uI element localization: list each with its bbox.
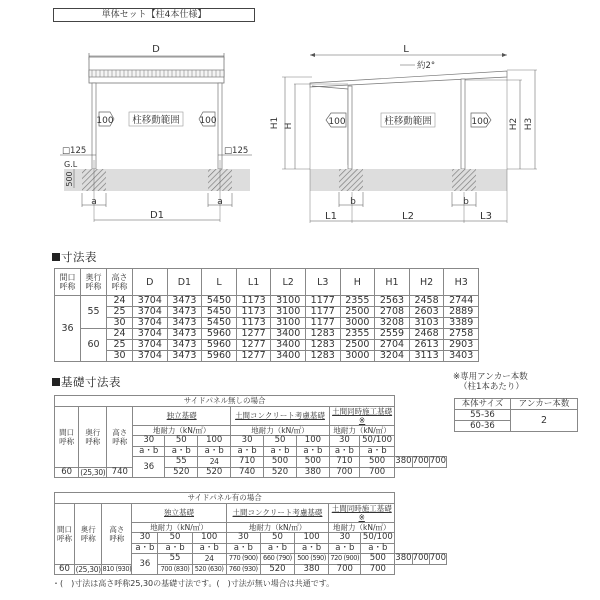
label-h3: H3: [524, 117, 534, 131]
col-h: H: [340, 269, 375, 296]
group-slab: 土間コンクリート考慮基礎: [231, 406, 330, 425]
width-value: 36: [132, 554, 158, 575]
table-row: 30 3704 3473 5960 1277 3400 1283 3000 3204 3113 3403: [55, 351, 479, 362]
col-l2: L2: [271, 269, 306, 296]
width-value: 36: [55, 296, 81, 362]
square-bullet-icon: [52, 378, 60, 386]
col-l1: L1: [236, 269, 271, 296]
label-d: D: [152, 44, 160, 55]
table-row: 60 24 3704 3473 5960 1277 3400 1283 2355 2559 2468 2758: [55, 329, 479, 340]
table-row: 60 (25,30) 810 (930) 700 (830) 520 (630) 760 (930) 520 380 700 700: [55, 564, 447, 575]
label-l: L: [403, 44, 409, 55]
post-size-right: □125: [224, 146, 249, 156]
col-d: D: [133, 269, 168, 296]
table-row: 25 3704 3473 5960 1277 3400 1283 2500 2704 2613 2903: [55, 340, 479, 351]
label-l1: L1: [325, 211, 337, 222]
dimension-table-title: 寸法表: [52, 249, 97, 265]
square-bullet-icon: [52, 253, 60, 261]
col-h2: H2: [409, 269, 444, 296]
col-l3: L3: [305, 269, 340, 296]
panel-caption: サイドパネル無しの場合: [55, 396, 395, 407]
table-row: 36 55 24 770 (900) 660 (790) 500 (590) 720 (900) 500 380 700 700: [55, 554, 447, 565]
col-height-name: 高さ 呼称: [107, 406, 133, 467]
gl-label: G.L: [64, 160, 78, 169]
depth-value: 60: [81, 329, 107, 362]
table-header-row: [55, 269, 479, 296]
anchor-col-count: アンカー本数: [511, 399, 578, 410]
panel-caption: サイドパネル有の場合: [55, 493, 395, 504]
label-a-right: a: [217, 197, 223, 207]
anchor-note: ※専用アンカー本数 （柱1本あたり）: [453, 372, 528, 392]
col-depth-name: 奥行 呼称: [79, 406, 107, 467]
side-view: [270, 44, 537, 223]
footnote: ・( )寸法は高さ呼称25,30の基礎寸法です。( )寸法が無い場合は共通です。: [52, 579, 335, 588]
arrow-right-value: 100: [96, 116, 114, 126]
width-value: 36: [133, 457, 165, 478]
col-d1: D1: [167, 269, 202, 296]
label-b-right: b: [463, 197, 469, 207]
col-l: L: [202, 269, 237, 296]
front-view: [60, 44, 252, 222]
foundation-table-title: 基礎寸法表: [52, 374, 121, 390]
foundation-depth: 500: [65, 171, 74, 187]
foundation-table-without-panel: サイドパネル無しの場合 間口 呼称 奥行 呼称 高さ 呼称 独立基礎 土間コンクリート考慮基礎 土間同時施工基礎※ 地耐力（kN/㎡） 地耐力（kN/㎡） 地耐力（kN/㎡） 30 50 100 30 50 100 30 50/100 a・b a・b a・b a・b a・b a・b a・b a・b 36 55 24 710 500 500 710 500 380 700 700 60 (25,30) 740 520 520 740 520 380 700 700: [54, 395, 447, 478]
anchor-count: 2: [511, 410, 578, 432]
group-independent: 独立基礎: [133, 406, 231, 425]
table-row: 36 55 24 3704 3473 5450 1173 3100 1177 2355 2563 2458 2744: [55, 296, 479, 307]
label-l3: L3: [480, 211, 492, 222]
technical-drawing: [0, 0, 600, 245]
side-post-move-range-label: 柱移動範囲: [384, 116, 432, 127]
label-b-left: b: [350, 197, 356, 207]
col-depth-name: 奥行 呼称: [81, 269, 107, 296]
label-h2: H2: [509, 117, 519, 131]
dimension-table: [54, 268, 479, 362]
anchor-table: 本体サイズ アンカー本数 55-36 2 60-36: [454, 398, 578, 432]
diagram-title: 単体セット【柱4本仕様】: [53, 8, 255, 22]
arrow-left-value: 100: [199, 116, 217, 126]
group-simultaneous: 土間同時施工基礎※: [329, 503, 395, 522]
col-h1: H1: [375, 269, 410, 296]
group-slab: 土間コンクリート考慮基礎: [226, 503, 328, 522]
label-l2: L2: [402, 211, 414, 222]
col-height-name: 高さ 呼称: [107, 269, 133, 296]
col-h3: H3: [444, 269, 479, 296]
label-a-left: a: [91, 197, 97, 207]
depth-value: 55: [81, 296, 107, 329]
col-height-name: 高さ 呼称: [102, 503, 132, 564]
label-h1: H1: [270, 116, 280, 130]
col-width-name: 間口 呼称: [55, 503, 75, 564]
label-h: H: [284, 122, 294, 130]
post-size-left: □125: [62, 146, 87, 156]
col-depth-name: 奥行 呼称: [74, 503, 102, 564]
side-arrow-left-value: 100: [328, 117, 346, 127]
slope-label: 約2°: [417, 61, 436, 71]
table-row: 25 3704 3473 5450 1173 3100 1177 2500 2708 2603 2889: [55, 307, 479, 318]
foundation-table-with-panel: サイドパネル有の場合 間口 呼称 奥行 呼称 高さ 呼称 独立基礎 土間コンクリート考慮基礎 土間同時施工基礎※ 地耐力（kN/㎡） 地耐力（kN/㎡） 地耐力（kN/㎡） 30 50 100 30 50 100 30 50/100 a・b a・b a・b a・b a・b a・b a・b a・b 36 55 24 770 (900) 660 (790) 500 (590) 720 (900) 500 380 700 700 60 (25,30) 810 (930) 700 (830) 520 (630) 760 (930) 520 380 700 700: [54, 492, 447, 575]
table-row: 36 55 24 710 500 500 710 500 380 700 700: [55, 457, 447, 468]
post-move-range-label: 柱移動範囲: [132, 115, 180, 126]
table-row: 60 (25,30) 740 520 520 740 520 380 700 700: [55, 467, 447, 478]
col-width-name: 間口 呼称: [55, 269, 81, 296]
side-arrow-right-value: 100: [471, 117, 489, 127]
label-d1: D1: [149, 210, 165, 221]
col-width-name: 間口 呼称: [55, 406, 79, 467]
anchor-col-size: 本体サイズ: [455, 399, 511, 410]
group-independent: 独立基礎: [132, 503, 226, 522]
table-row: 30 3704 3473 5450 1173 3100 1177 3000 3208 3103 3389: [55, 318, 479, 329]
group-simultaneous: 土間同時施工基礎※: [329, 406, 394, 425]
